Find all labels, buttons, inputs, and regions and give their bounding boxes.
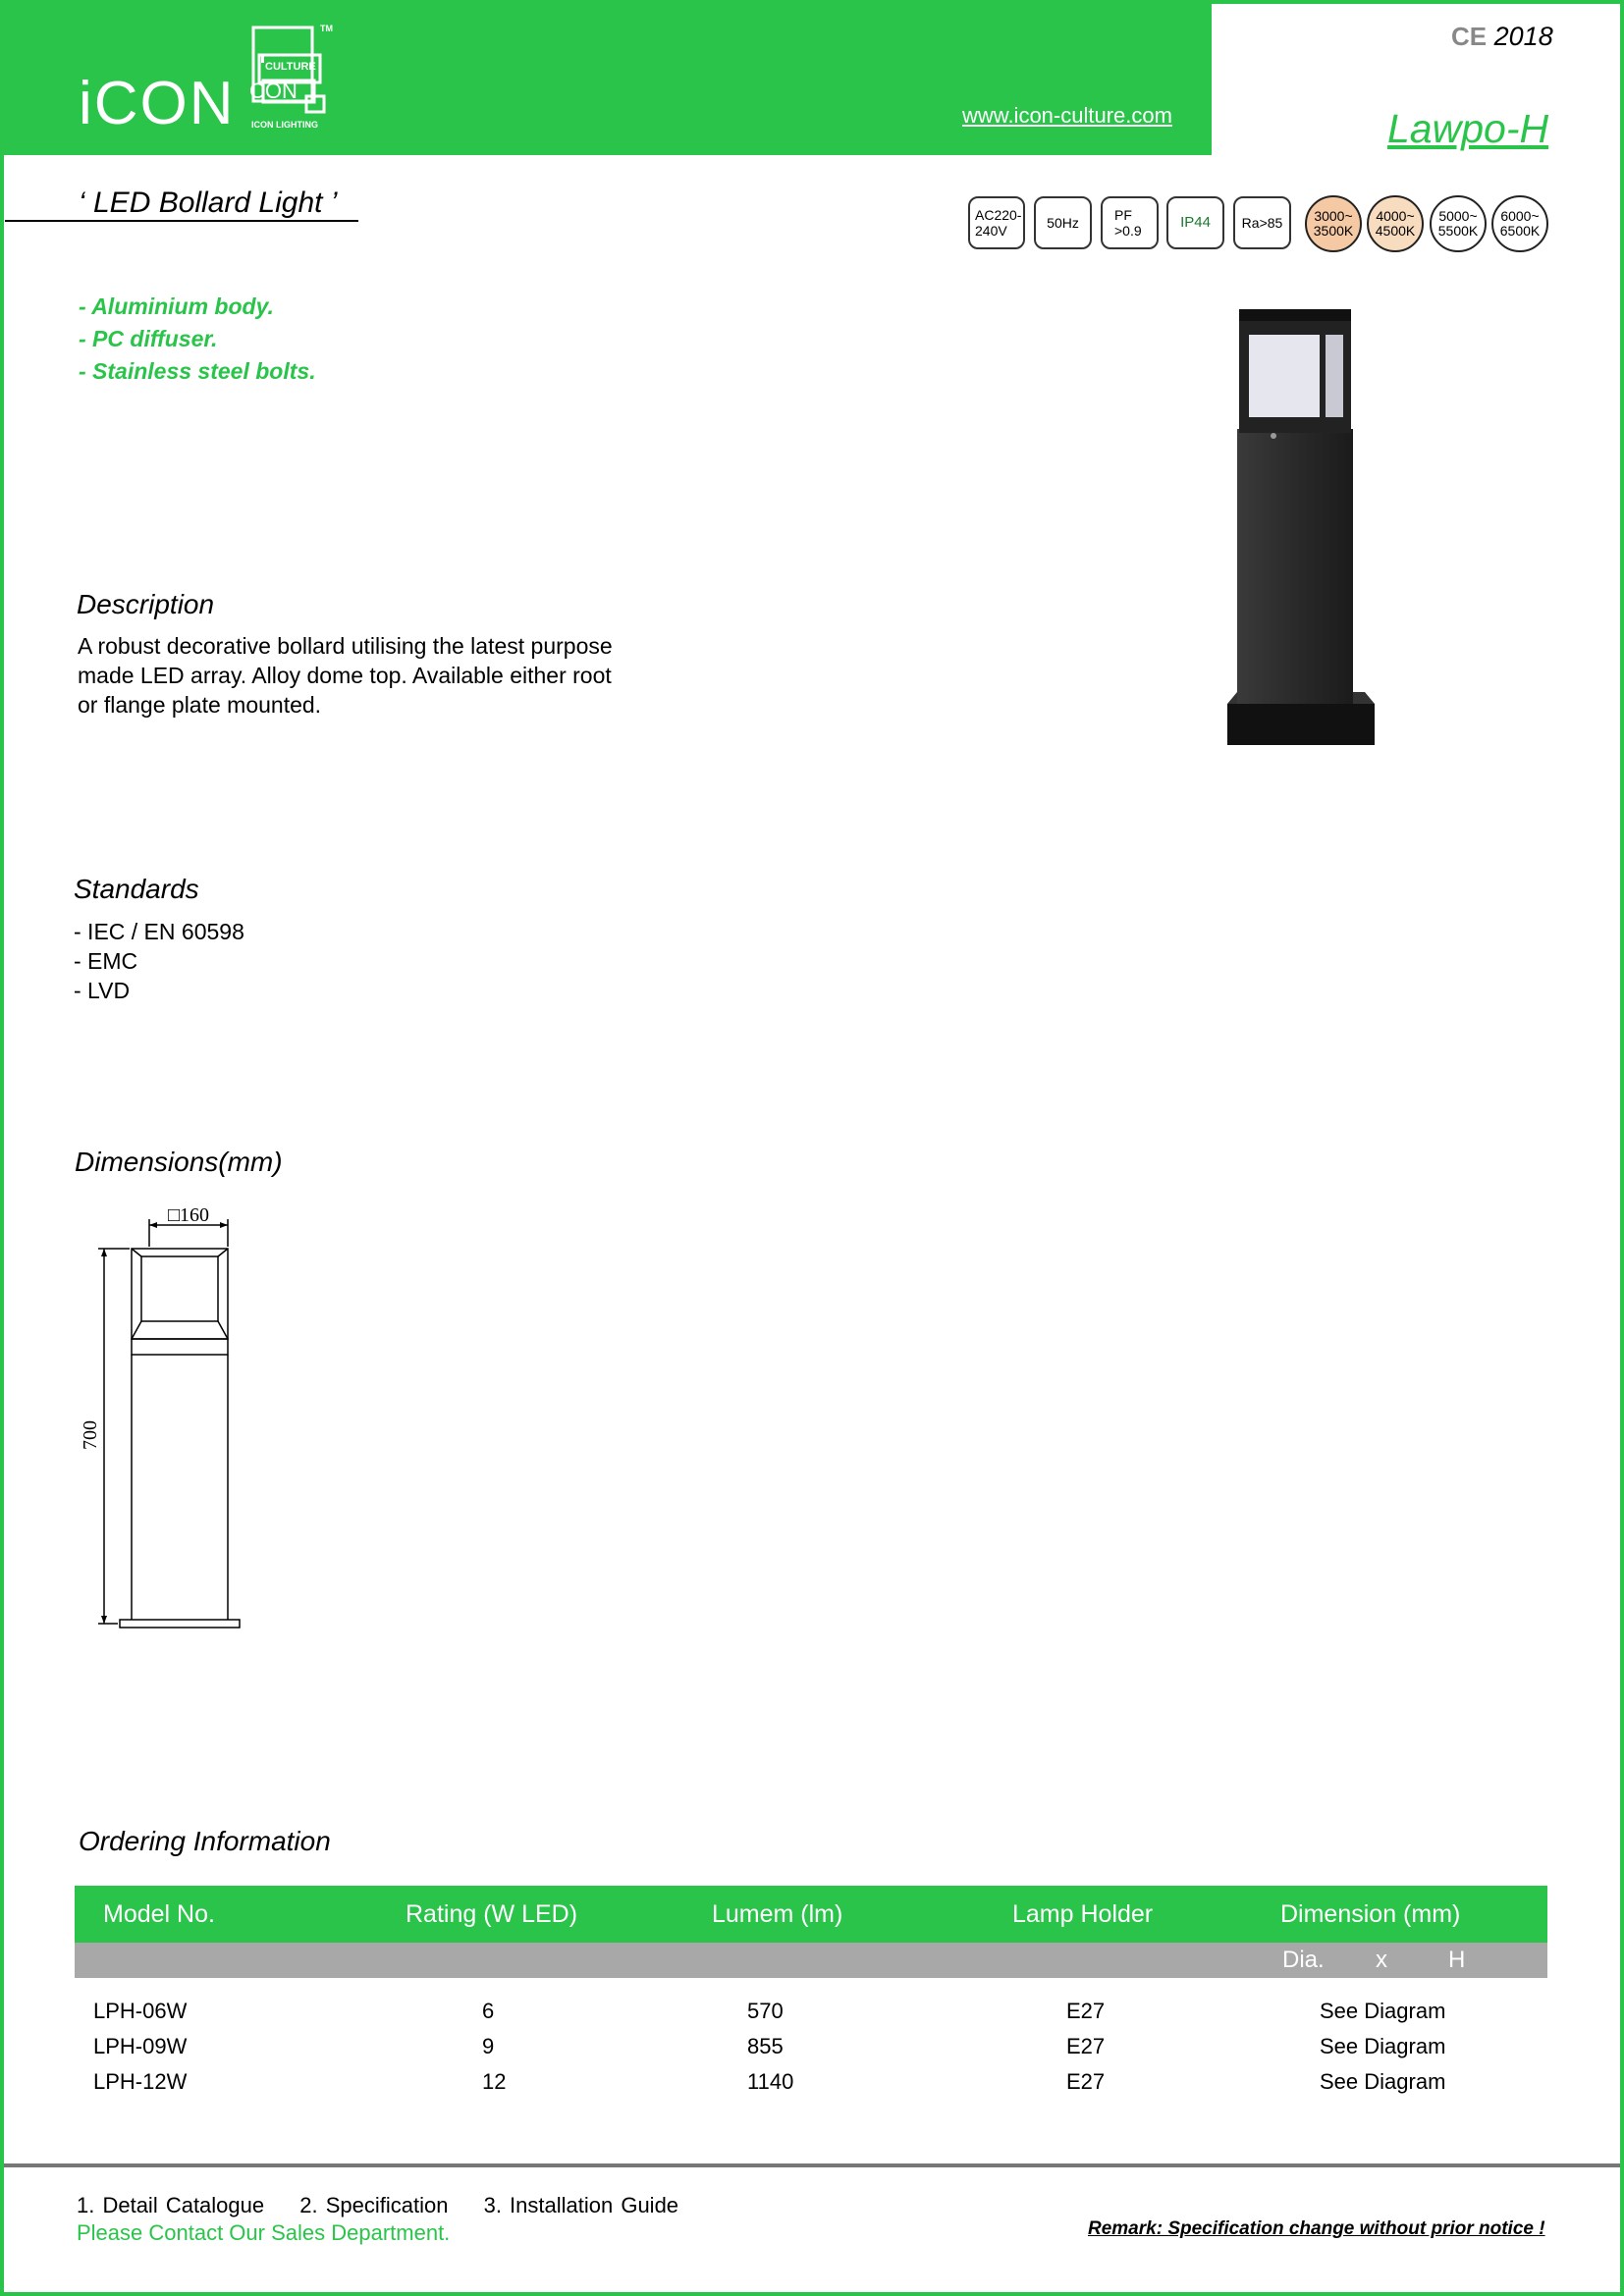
- column-header-dimension: Dimension (mm): [1280, 1900, 1461, 1928]
- logo-caption-text: ICON LIGHTING: [251, 120, 318, 130]
- standard-item: - LVD: [74, 978, 131, 1003]
- description-line: made LED array. Alloy dome top. Available either root: [78, 663, 612, 688]
- footer-link-detail-catalogue[interactable]: 1. Detail Catalogue: [77, 2193, 265, 2217]
- description-heading: Description: [77, 589, 215, 619]
- standards-list: [74, 917, 244, 1005]
- description-text: [78, 631, 613, 720]
- standard-item: - EMC: [74, 948, 138, 974]
- cell-lamp-holder: E27: [1066, 2069, 1106, 2094]
- column-header-rating: Rating (W LED): [406, 1900, 578, 1928]
- dimensions-heading: Dimensions(mm): [75, 1147, 283, 1177]
- feature-item: - Stainless steel bolts.: [79, 358, 316, 384]
- logo-con-text: CON: [249, 79, 298, 103]
- table-row: [75, 2034, 1547, 2067]
- cct-badge-3000k: 3000~ 3500K: [1305, 195, 1362, 252]
- subheader-h: H: [1448, 1947, 1466, 1973]
- brand-wordmark: iCON: [79, 70, 236, 137]
- cell-lamp-holder: E27: [1066, 2034, 1106, 2058]
- website-link[interactable]: www.icon-culture.com: [962, 103, 1172, 128]
- ce-mark: CE: [1451, 22, 1488, 51]
- voltage-badge: AC220- 240V: [968, 196, 1025, 249]
- table-subheader: [75, 1943, 1547, 1978]
- cct-badge-5000k: 5000~ 5500K: [1430, 195, 1487, 252]
- height-dimension-label: 700: [80, 1420, 101, 1450]
- logo-culture-text: CULTURE: [265, 61, 316, 73]
- feature-list: [79, 291, 316, 388]
- table-header: [75, 1886, 1547, 1943]
- icon-lighting-logo: [245, 20, 344, 133]
- dimension-diagram: [79, 1207, 255, 1629]
- title-underline: [5, 220, 358, 222]
- table-row: [75, 2069, 1547, 2103]
- feature-item: - PC diffuser.: [79, 326, 218, 351]
- cell-model: LPH-09W: [93, 2034, 188, 2058]
- cell-lumen: 1140: [747, 2069, 794, 2094]
- cell-dimension: See Diagram: [1320, 2034, 1446, 2058]
- cell-dimension: See Diagram: [1320, 1999, 1446, 2023]
- standards-heading: Standards: [74, 874, 199, 904]
- power-factor-badge: PF >0.9: [1101, 196, 1159, 249]
- cell-lamp-holder: E27: [1066, 1999, 1106, 2023]
- feature-item: - Aluminium body.: [79, 294, 274, 319]
- cell-rating: 9: [482, 2034, 495, 2058]
- ordering-heading: Ordering Information: [79, 1826, 331, 1856]
- column-header-lumen: Lumem (lm): [712, 1900, 843, 1928]
- width-dimension-label: □160: [167, 1207, 210, 1226]
- footer-link-installation-guide[interactable]: 3. Installation Guide: [483, 2193, 679, 2217]
- cct-badge-6000k: 6000~ 6500K: [1491, 195, 1548, 252]
- footer-divider: [4, 2163, 1620, 2167]
- logo-tm-text: TM: [320, 24, 333, 33]
- footer-links: [77, 2193, 706, 2218]
- description-line: or flange plate mounted.: [78, 692, 322, 718]
- description-line: A robust decorative bollard utilising the latest purpose: [78, 633, 613, 659]
- catalogue-year: 2018: [1493, 22, 1553, 51]
- standard-item: - IEC / EN 60598: [74, 919, 244, 944]
- cell-rating: 6: [482, 1999, 495, 2023]
- product-code: Lawpo-H: [1387, 106, 1549, 151]
- cell-rating: 12: [482, 2069, 507, 2094]
- frequency-badge: 50Hz: [1034, 196, 1092, 249]
- cell-lumen: 855: [747, 2034, 784, 2058]
- column-header-model: Model No.: [103, 1900, 215, 1928]
- product-title: ‘ LED Bollard Light ’: [79, 187, 338, 219]
- product-photo: [1208, 309, 1375, 751]
- cell-dimension: See Diagram: [1320, 2069, 1446, 2094]
- subheader-dia: Dia.: [1282, 1947, 1325, 1973]
- column-header-lamp-holder: Lamp Holder: [1012, 1900, 1154, 1928]
- cell-lumen: 570: [747, 1999, 784, 2023]
- table-row: [75, 1999, 1547, 2032]
- cct-badge-4000k: 4000~ 4500K: [1367, 195, 1424, 252]
- footer-link-specification[interactable]: 2. Specification: [299, 2193, 449, 2217]
- cell-model: LPH-06W: [93, 1999, 188, 2023]
- footer-remark: Remark: Specification change without prior notice !: [1088, 2218, 1545, 2239]
- ip-rating-badge: IP44: [1166, 196, 1224, 249]
- footer-contact: Please Contact Our Sales Department.: [77, 2220, 451, 2245]
- subheader-x: x: [1376, 1947, 1387, 1973]
- cell-model: LPH-12W: [93, 2069, 188, 2094]
- ce-year-line: [1451, 22, 1553, 52]
- cri-badge: Ra>85: [1233, 196, 1291, 249]
